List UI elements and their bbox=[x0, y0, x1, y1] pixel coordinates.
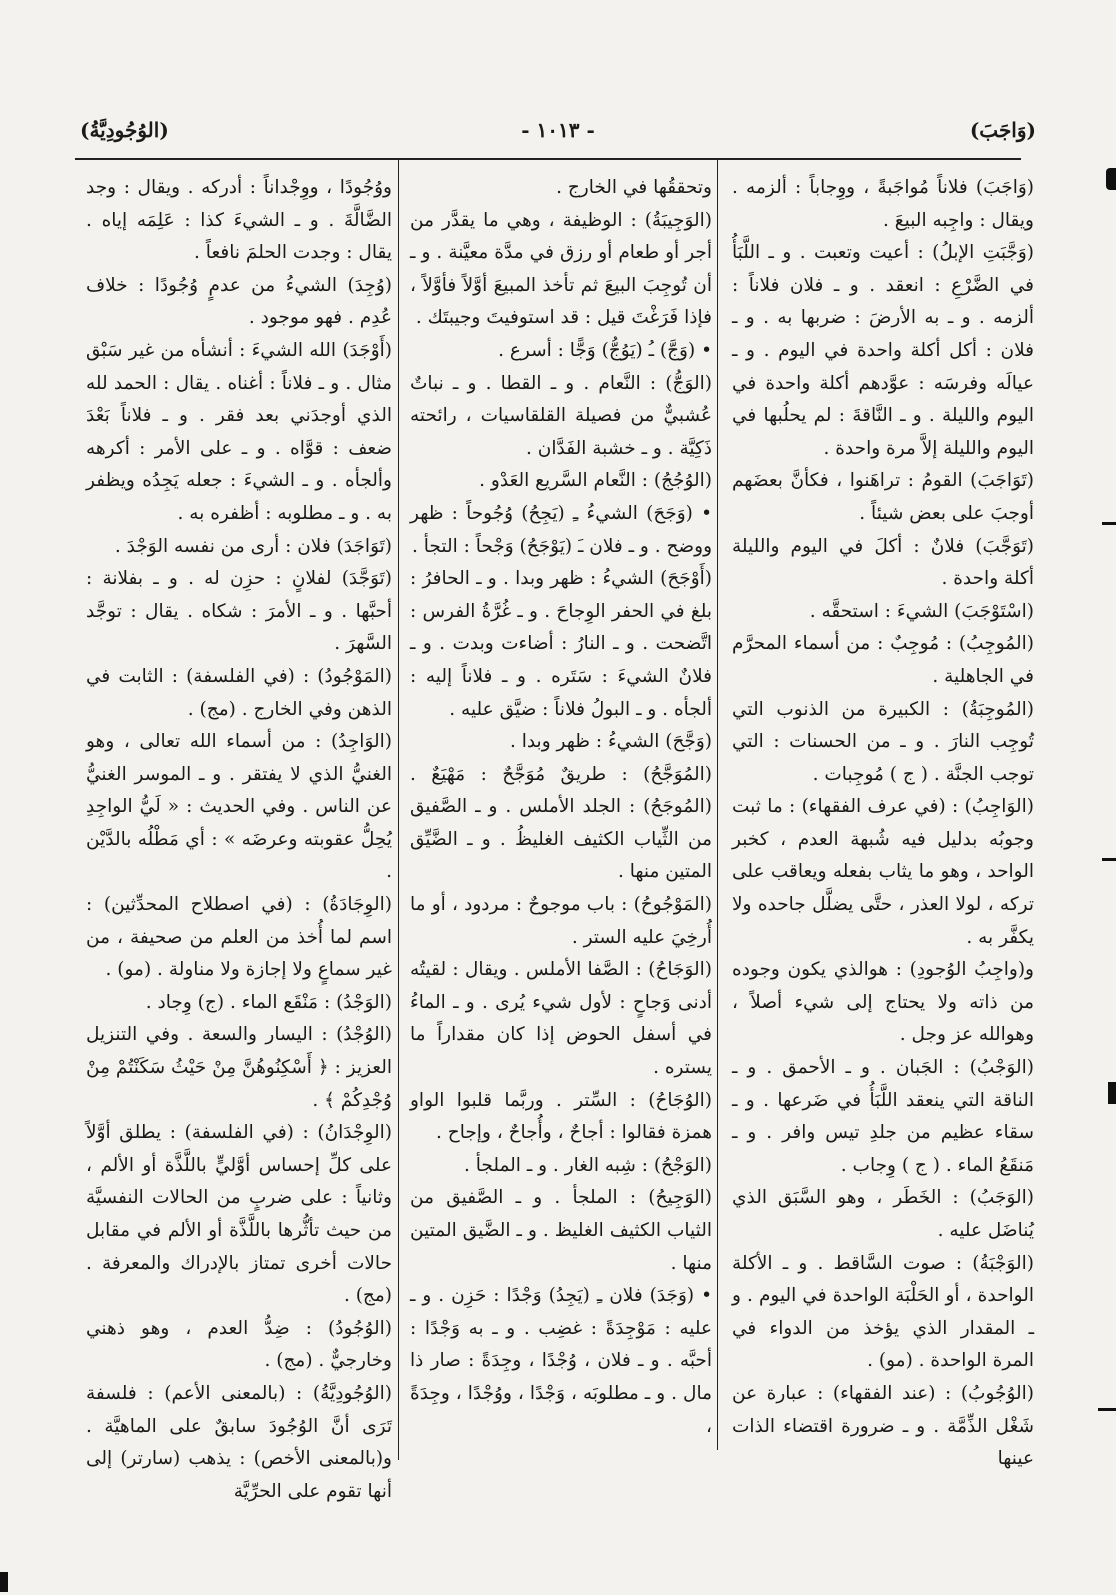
entry: (الوَجَبُ) : الخَطَر ، وهو السَّبَق الذي يُناضَل عليه . bbox=[732, 1187, 1034, 1241]
scan-edge-mark bbox=[1102, 522, 1116, 525]
guide-word-left: (الوُجُودِيَّةُ) bbox=[80, 118, 169, 142]
entry: (تَوَاجَدَ) فلان : أرى من نفسه الوَجْدَ . bbox=[114, 535, 392, 557]
entry: (أَوْجَدَ) الله الشيءَ : أنشأه من غير سَبْق مثال . و ـ فلاناً : أغناه . يقال : الحمد لله الذي أوجدَني بعد فقر . و ـ فلاناً بَعْدَ ضعف : قوَّاه . و ـ على الأمر : أكرهه وألجأه . و ـ الشيءَ : جعله يَجِدُه ويظفر به . و ـ مطلوبه : أظفره به . bbox=[86, 339, 392, 524]
entry: (تَوَجَّدَ) لفلانٍ : حزِن له . و ـ بفلانة : أحبَّها . و ـ الأمرَ : شكاه . يقال : توجَّد السَّهرَ . bbox=[86, 568, 392, 655]
entry: (تَوَجَّبَ) فلانٌ : أكلَ في اليوم والليلة أكلة واحدة . bbox=[732, 535, 1034, 590]
entry: (الوِجَادَةُ) : (في اصطلاح المحدِّثين) : اسم لما أُخذ من العلم من صحيفة ، من غير سماعٍ ولا إجازة ولا مناولة . (مو) . bbox=[86, 894, 392, 981]
entry: • (وَجَحَ) الشيءُ ـِ (يَجِحُ) وُجُوحاً : ظهر ووضح . و ـ فلان ـَ (يَوْجَحُ) وَجْحاً : التجأ . bbox=[410, 502, 712, 557]
entry: و(واجِبُ الوُجودِ) : هوالذي يكون وجوده من ذاته ولا يحتاج إلى شيء أصلاً ، وهوالله عز وجل . bbox=[732, 959, 1034, 1046]
guide-word-right: (وَاجَبَ) bbox=[969, 118, 1036, 142]
entry: (المَوْجُوحُ) : باب موجوحٌ : مردود ، أو ما أُرخِيَ عليه الستر . bbox=[410, 894, 712, 948]
entry: (أَوْجَحَ) الشيءُ : ظهر وبدا . و ـ الحافرُ : بلغ في الحفر الوِجاحَ . و ـ غُرَّةُ الفرس : اتَّضحت . و ـ النارُ : أضاءت وبدت . و ـ فلانٌ الشيءَ : سَتَره . و ـ فلاناً إليه : ألجأه . و ـ البولُ فلاناً : ضيَّق عليه . bbox=[410, 568, 712, 720]
entry: (الوَاجِدُ) : من أسماء الله تعالى ، وهو الغنيُّ الذي لا يفتقر . و ـ الموسر الغنيُّ عن الناس . وفي الحديث : « لَيُّ الواجِدِ يُحِلُّ عقوبته وعرضَه » : أي مَطْلُه بالدَّيْن . bbox=[86, 731, 392, 883]
scan-edge-mark bbox=[1098, 1408, 1116, 1411]
scan-edge-mark bbox=[1102, 858, 1116, 861]
entry: (المُوجِبَةُ) : الكبيرة من الذنوب التي تُوجِب النارَ . و ـ من الحسنات : التي توجب الجنَّة . ( ج ) مُوجِبات . bbox=[732, 698, 1034, 785]
entry: • (وَجَدَ) فلان ـِ (يَجِدُ) وَجْدًا : حَزِن . و ـ عليه : مَوْجِدَةً : غضِب . و ـ به وَجْدًا : أحبَّه . و ـ فلان ، وُجْدًا ، وجِدَةً : صار ذا مال . و ـ مطلوبَه ، وَجْدًا ، ووُجْدًا ، وجِدَةً ، bbox=[410, 1285, 712, 1437]
entry: (الوُجُودُ) : ضِدُّ العدم ، وهو ذهني وخارجيٌّ . (مج) . bbox=[86, 1317, 392, 1372]
column-middle bbox=[410, 172, 712, 1462]
entry: وتحققُها في الخارج . bbox=[556, 177, 712, 198]
entry: ووُجُودًا ، ووِجْداناً : أدركه . ويقال : وجد الضَّالَّةَ . و ـ الشيءَ كذا : عَلِمَه إياه . يقال : وجدت الحلمَ نافعاً . bbox=[86, 177, 392, 264]
entry: (اسْتَوْجَبَ) الشيءَ : استحقَّه . bbox=[809, 600, 1034, 622]
entry: (وَجَّحَ) الشيءُ : ظهر وبدا . bbox=[509, 731, 712, 753]
entry: • (وَجَّ) ـُ (يَوُجُّ) وَجًّا : أسرع . bbox=[498, 339, 712, 361]
entry: (الوَجَاحُ) : الصَّفا الأملس . ويقال : لقيتُه أدنى وَجاحٍ : لأول شيء يُرى . و ـ الماءُ في أسفل الحوض إذا كان مقداراً ما يستره . bbox=[410, 959, 712, 1079]
entry: (الوُجَاحُ) : السِّتر . وربَّما قلبوا الواو همزة فقالوا : أجاحٌ ، وأُجاحٌ ، وإجاح . bbox=[410, 1089, 712, 1144]
entry: (الوُجْدُ) : اليسار والسعة . وفي التنزيل العزيز : ﴿ أَسْكِنُوهُنَّ مِنْ حَيْثُ سَكَنْتُمْ مِنْ وُجْدِكُمْ ﴾ . bbox=[86, 1024, 392, 1111]
entry: (وَجَّبَتِ الإبلُ) : أعيت وتعبت . و ـ اللَّبَأُ في الضَّرْعِ : انعقد . و ـ فلان فلاناً : ألزمه . و ـ به الأرضَ : ضربها به . و ـ فلان : أكل أكلة واحدة في اليوم . و ـ عيالَه وفرسَه : عوَّدهم أكلة واحدة في اليوم والليلة . و ـ النَّاقةَ : لم يحلُبها في اليوم والليلة إلاَّ مرة واحدة . bbox=[732, 242, 1034, 459]
scan-edge-mark bbox=[0, 1572, 8, 1592]
column-divider-right bbox=[717, 160, 718, 1450]
entry: (الوَجِيبَةُ) : الوظيفة ، وهي ما يقدَّر من أجر أو طعام أو رزق في مدَّة معيَّنة . و ـ أن تُوجِبَ البيعَ ثم تأخذ المبيعَ أوَّلاً فأوَّلاً ، فإذا فَرَغْتَ قيل : قد استوفيتَ وجيبتَك . bbox=[410, 209, 712, 329]
entry: (الوَجْدُ) : مَنْقَع الماء . (ج) وِجاد . bbox=[145, 991, 392, 1013]
entry: (الوِجْدَانُ) : (في الفلسفة) : يطلق أوَّلاً على كلِّ إحساس أوَّليٍّ باللَّذَّة أو الألم ، وثانياً : على ضربٍ من الحالات النفسيَّة من حيث تأثُّرها باللَّذَّة أو الألم في مقابل حالات أخرى تمتاز بالإدراك والمعرفة . (مج) . bbox=[86, 1122, 392, 1307]
entry: (الوُجُجُ) : النَّعام السَّريع العَدْو . bbox=[479, 470, 712, 492]
entry: (الوَجِيحُ) : الملجأ . و ـ الصَّفيق من الثياب الكثيف الغليظ . و ـ الضَّيق المتين منها . bbox=[410, 1187, 712, 1274]
entry: (المُوَجَّحُ) : طريقٌ مُوَجَّحٌ : مَهْيَعٌ . (المُوجَحُ) : الجلد الأملس . و ـ الصَّفيق من الثِّياب الكثيف الغليظُ . و ـ الضَّيِّق المتين منها . bbox=[410, 763, 712, 883]
column-right bbox=[732, 172, 1034, 1470]
entry: (وَاجَبَ) فلاناً مُواجَبةً ، ووِجاباً : ألزمه . ويقال : واجِبه البيعَ . bbox=[732, 177, 1034, 231]
page-number: - ١٠١٣ - bbox=[521, 118, 595, 142]
scan-edge-mark bbox=[1106, 168, 1116, 190]
entry: (الوَاجِبُ) : (في عرف الفقهاء) : ما ثبت وجوبُه بدليل فيه شُبهة العدم ، كخبر الواحد ، وهو ما يثاب بفعله ويعاقب على تركه ، لولا العذر ، حتَّى يضلَّل جاحده ولا يكفَّر به . bbox=[732, 796, 1034, 948]
column-divider-left bbox=[398, 160, 399, 1460]
entry: (الوَجُّ) : النَّعام . و ـ القطا . و ـ نباتٌ عُشبيٌّ من فصيلة القلقاسيات ، رائحته ذَكِيَّة . و ـ خشبة الفَدَّان . bbox=[410, 372, 712, 459]
page-header bbox=[60, 112, 1056, 152]
entry: (تَوَاجَبَ) القومُ : تراهَنوا ، فكأنَّ بعضَهم أوجبَ على بعض شيئاً . bbox=[732, 470, 1034, 524]
entry: (المَوْجُودُ) : (في الفلسفة) : الثابت في الذهن وفي الخارج . (مج) . bbox=[86, 665, 392, 720]
entry: (الوُجُوبُ) : (عند الفقهاء) : عبارة عن شَغْل الذِّمَّة . و ـ ضرورة اقتضاء الذات عينها bbox=[732, 1382, 1034, 1470]
entry: (الوَجْحُ) : شِبه الغار . و ـ الملجأ . bbox=[464, 1154, 712, 1176]
entry: (وُجِدَ) الشيءُ من عدمٍ وُجُودًا : خلاف عُدِم . فهو موجود . bbox=[86, 274, 392, 329]
entry: (الوَجْبُ) : الجَبان . و ـ الأحمق . و ـ الناقة التي ينعقد اللَّبَأُ في ضَرعها . و ـ سقاء عظيم من جلدِ تيس وافر . و ـ مَنقَعُ الماء . ( ج ) وِجاب . bbox=[732, 1057, 1034, 1176]
entry: (الوَجْبَةُ) : صوت السَّاقط . و ـ الأكلة الواحدة ، أو الحَلْبَة الواحدة في اليوم . و ـ المقدار الذي يؤخذ من الدواء في المرة الواحدة . (مو) . bbox=[732, 1252, 1034, 1372]
entry: (المُوجِبُ) : مُوجِبٌ : من أسماء المحرَّم في الجاهلية . bbox=[732, 633, 1034, 687]
header-rule bbox=[75, 158, 1021, 160]
scan-edge-mark bbox=[1108, 1082, 1116, 1104]
entry: (الوُجُودِيَّةُ) : (بالمعنى الأعم) : فلسفة تَرَى أنَّ الوُجُودَ سابقٌ على الماهيَّة . و(بالمعنى الأخص) : يذهب (سارتر) إلى أنها تقوم على الحرِّيَّة bbox=[86, 1382, 392, 1502]
column-left bbox=[86, 172, 392, 1502]
